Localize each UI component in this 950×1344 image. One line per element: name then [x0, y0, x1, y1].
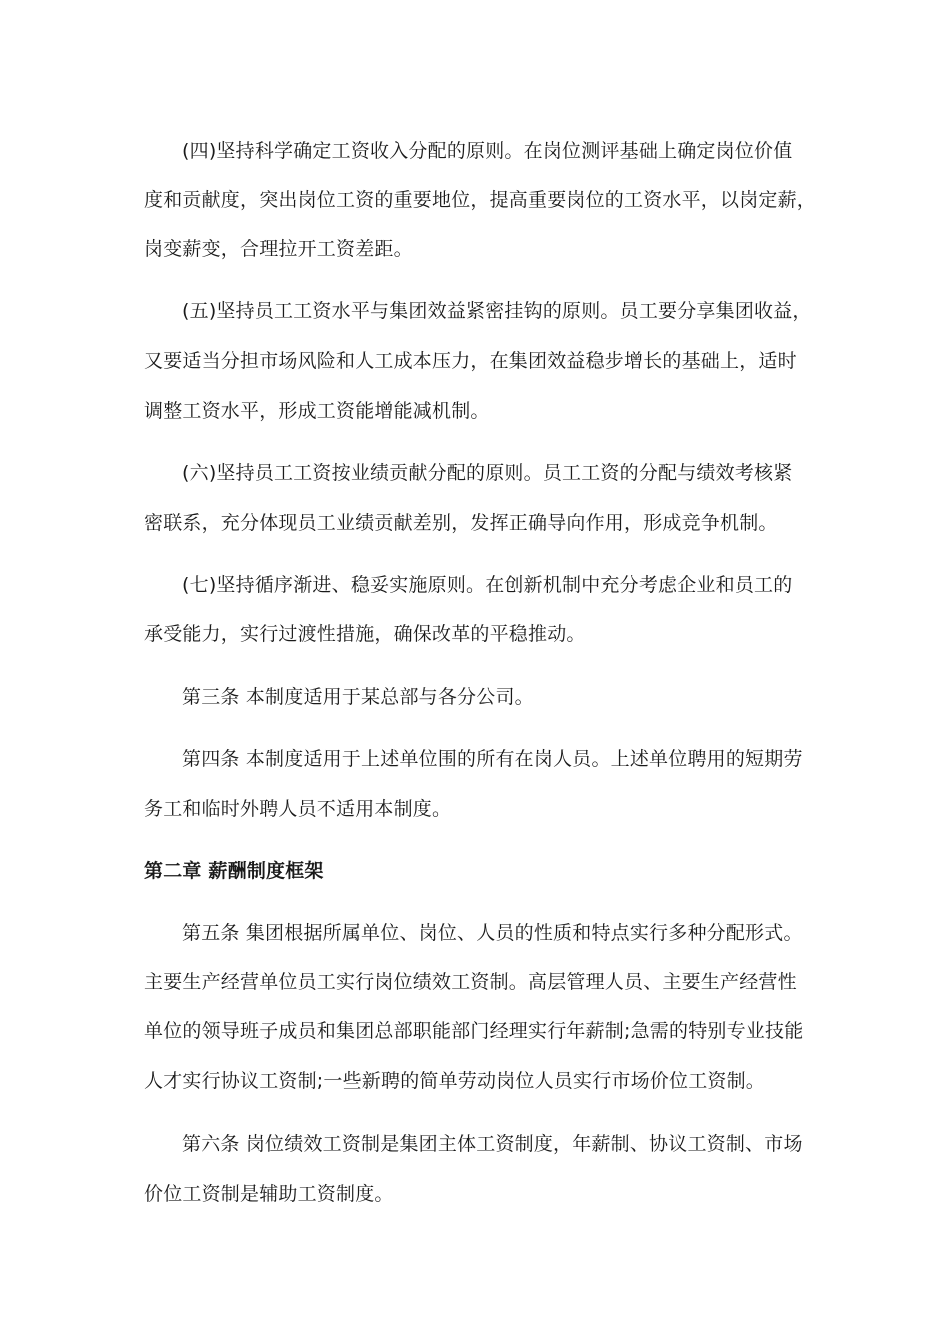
article-6-line-1: 第六条 岗位绩效工资制是集团主体工资制度，年薪制、协议工资制、市场: [182, 1133, 803, 1155]
paragraph-6-line-1: (六)坚持员工工资按业绩贡献分配的原则。员工工资的分配与绩效考核紧: [182, 462, 793, 484]
paragraph-6-line-2: 密联系，充分体现员工业绩贡献差别，发挥正确导向作用，形成竞争机制。: [144, 512, 778, 534]
article-4-line-1: 第四条 本制度适用于上述单位围的所有在岗人员。上述单位聘用的短期劳: [182, 748, 803, 770]
article-5-line-2: 主要生产经营单位员工实行岗位绩效工资制。高层管理人员、主要生产经营性: [144, 971, 797, 993]
article-3-line-1: 第三条 本制度适用于某总部与各分公司。: [182, 686, 534, 708]
paragraph-4-line-3: 岗变薪变，合理拉开工资差距。: [144, 238, 413, 260]
paragraph-5-line-2: 又要适当分担市场风险和人工成本压力，在集团效益稳步增长的基础上，适时: [144, 350, 797, 372]
article-5-line-4: 人才实行协议工资制;一些新聘的简单劳动岗位人员实行市场价位工资制。: [144, 1070, 766, 1092]
article-5-line-1: 第五条 集团根据所属单位、岗位、人员的性质和特点实行多种分配形式。: [182, 922, 803, 944]
paragraph-4-line-2: 度和贡献度，突出岗位工资的重要地位，提高重要岗位的工资水平，以岗定薪，: [144, 189, 817, 211]
paragraph-5-line-1: (五)坚持员工工资水平与集团效益紧密挂钩的原则。员工要分享集团收益，: [182, 300, 812, 322]
paragraph-4-line-1: (四)坚持科学确定工资收入分配的原则。在岗位测评基础上确定岗位价值: [182, 140, 793, 162]
paragraph-7-line-2: 承受能力，实行过渡性措施，确保改革的平稳推动。: [144, 623, 586, 645]
article-5-line-3: 单位的领导班子成员和集团总部职能部门经理实行年薪制;急需的特别专业技能: [144, 1020, 804, 1042]
article-4-line-2: 务工和临时外聘人员不适用本制度。: [144, 798, 452, 820]
paragraph-7-line-1: (七)坚持循序渐进、稳妥实施原则。在创新机制中充分考虑企业和员工的: [182, 574, 793, 596]
paragraph-5-line-3: 调整工资水平，形成工资能增能减机制。: [144, 400, 490, 422]
chapter-2-heading: 第二章 薪酬制度框架: [144, 860, 324, 882]
article-6-line-2: 价位工资制是辅助工资制度。: [144, 1183, 394, 1205]
